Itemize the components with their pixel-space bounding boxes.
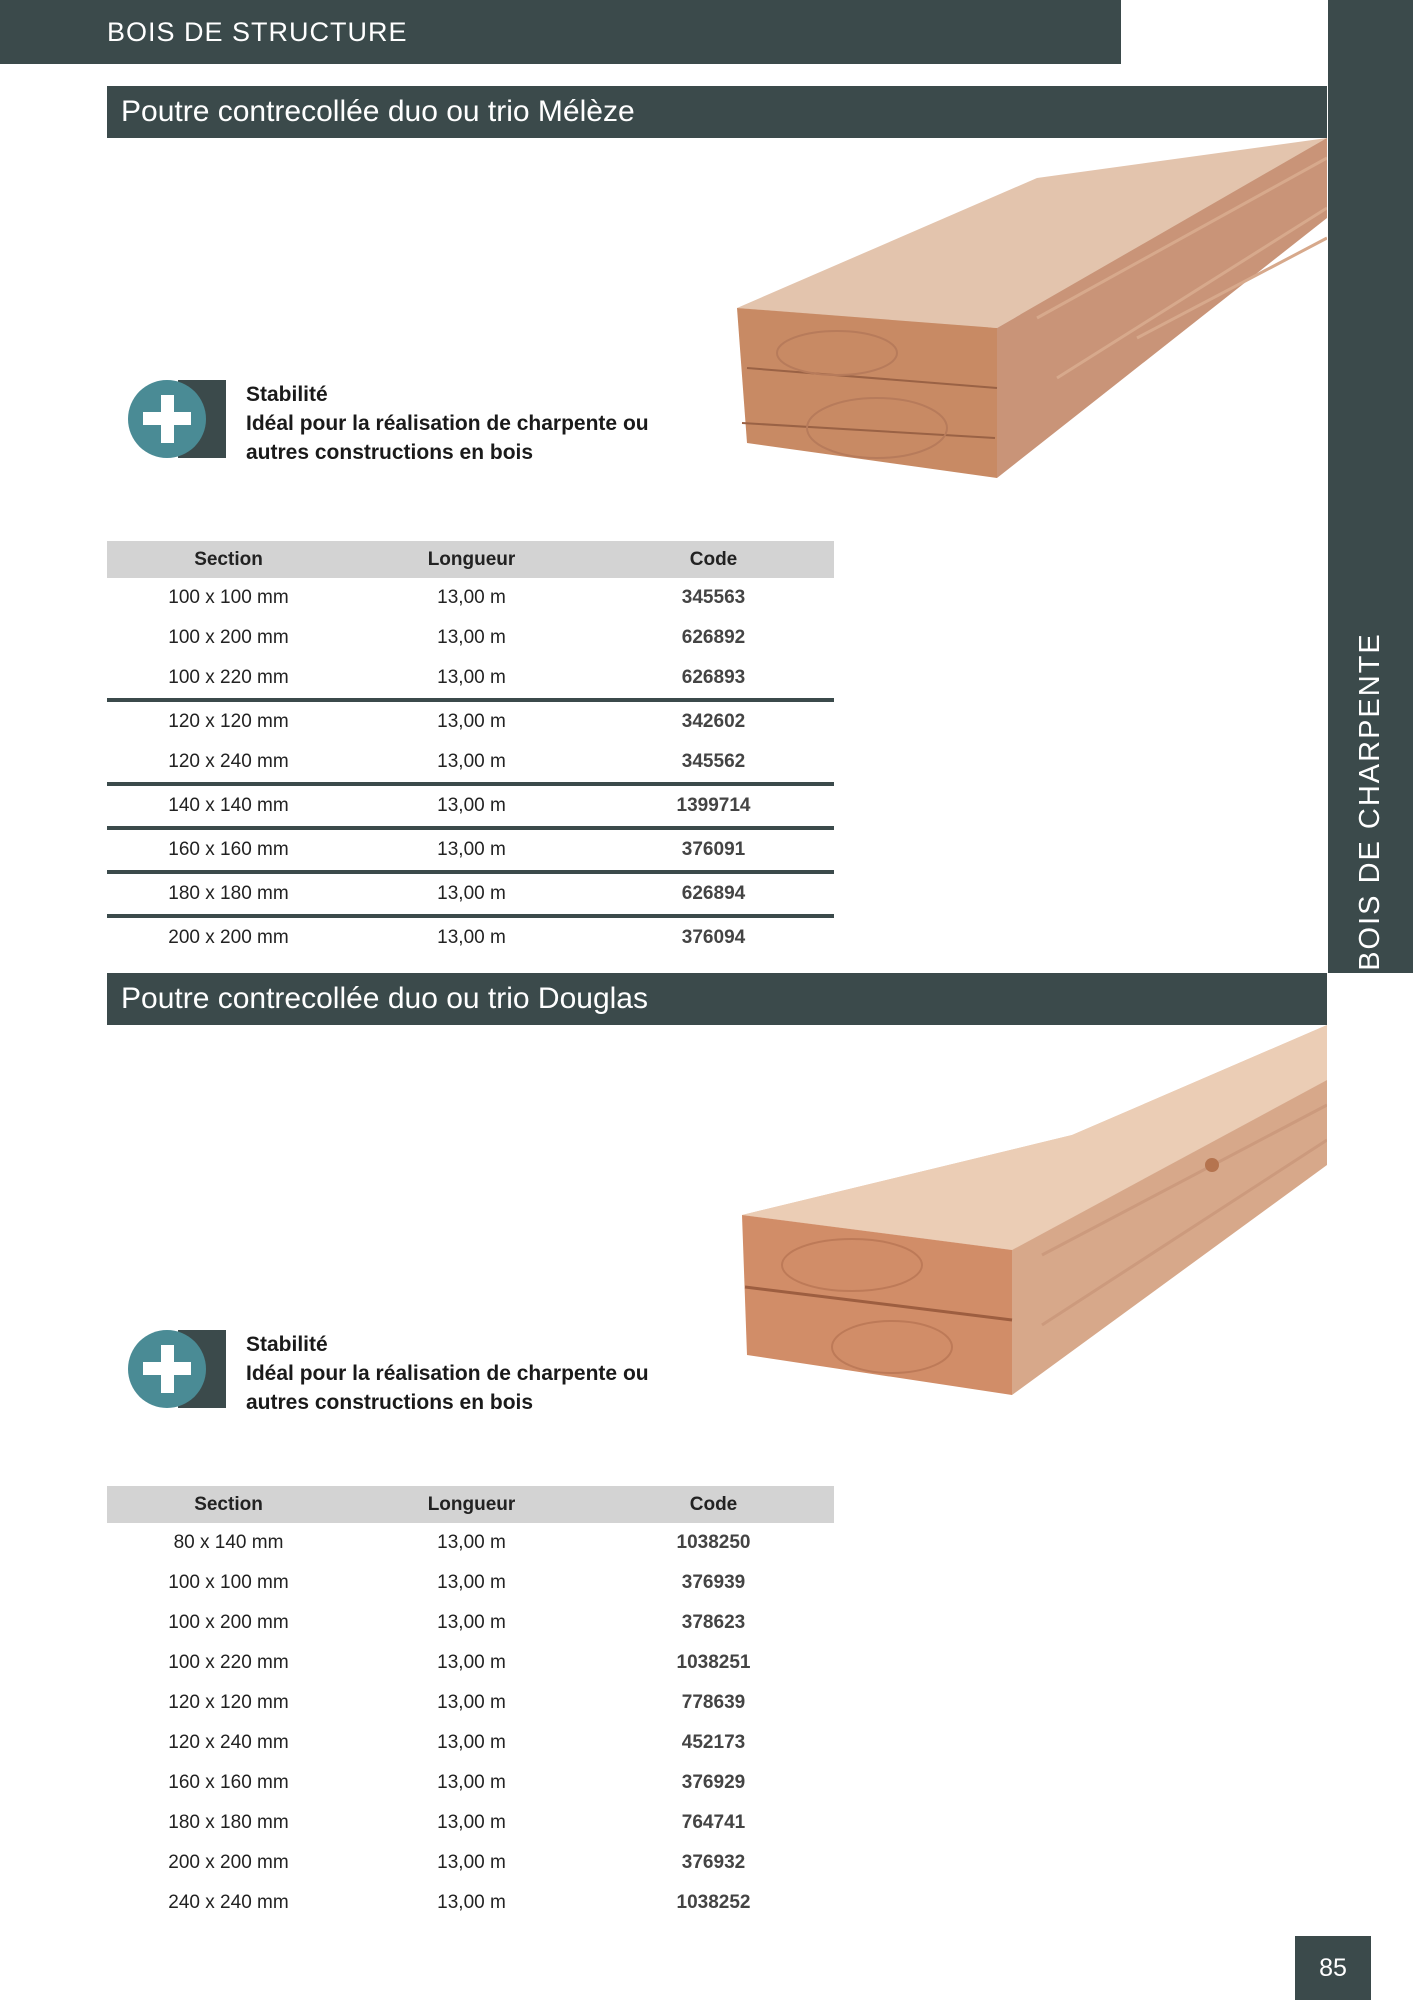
cell-longueur: 13,00 m <box>437 1732 506 1753</box>
cell-code: 376091 <box>593 828 834 872</box>
plus-icon <box>128 380 226 458</box>
cell-longueur: 13,00 m <box>437 627 506 648</box>
cell-code: 1038250 <box>676 1532 751 1553</box>
cell-longueur: 13,00 m <box>437 667 506 688</box>
cell-code: 342602 <box>593 700 834 742</box>
plus-icon <box>128 1330 226 1408</box>
table-row <box>107 828 834 872</box>
cell-section: 100 x 100 mm <box>168 587 289 608</box>
section-title-douglas <box>107 973 1327 1025</box>
table-header-row <box>107 1486 834 1523</box>
cell-section: 180 x 180 mm <box>168 1812 289 1833</box>
table-row <box>107 618 834 658</box>
cell-section: 180 x 180 mm <box>107 872 350 916</box>
feature-line-1: Idéal pour la réalisation de charpente ou <box>246 412 649 435</box>
cell-section: 120 x 240 mm <box>168 1732 289 1753</box>
cell-code: 376939 <box>681 1572 746 1593</box>
col-header-longueur: Longueur <box>350 541 593 578</box>
cell-longueur: 13,00 m <box>437 1852 506 1873</box>
table-row <box>107 1803 834 1843</box>
cell-section: 160 x 160 mm <box>107 828 350 872</box>
sidebar-label-wrap <box>1328 632 1413 971</box>
col-header-longueur: Longueur <box>350 1486 593 1523</box>
feature-block-douglas <box>128 1330 688 1420</box>
table-row <box>107 916 834 958</box>
section-title-text: Poutre contrecollée duo ou trio Mélèze <box>121 95 635 128</box>
table-row <box>107 784 834 828</box>
table-row <box>107 1603 834 1643</box>
sidebar-label: BOIS DE CHARPENTE <box>1354 632 1386 971</box>
cell-section: 120 x 120 mm <box>168 1692 289 1713</box>
beam-image-douglas <box>742 1025 1327 1400</box>
cell-section: 240 x 240 mm <box>168 1892 289 1913</box>
cell-longueur: 13,00 m <box>350 700 593 742</box>
cell-code: 376929 <box>681 1772 746 1793</box>
cell-section: 100 x 200 mm <box>168 1612 289 1633</box>
cell-code: 626894 <box>593 872 834 916</box>
cell-section: 100 x 200 mm <box>168 627 289 648</box>
col-header-code: Code <box>593 541 834 578</box>
cell-longueur: 13,00 m <box>437 1772 506 1793</box>
cell-section: 140 x 140 mm <box>107 784 350 828</box>
cell-section: 200 x 200 mm <box>107 916 350 958</box>
cell-code: 376094 <box>593 916 834 958</box>
cell-longueur: 13,00 m <box>437 1892 506 1913</box>
cell-longueur: 13,00 m <box>437 1572 506 1593</box>
cell-code: 452173 <box>681 1732 746 1753</box>
cell-section: 120 x 120 mm <box>107 700 350 742</box>
cell-section: 100 x 220 mm <box>168 667 289 688</box>
header-title: BOIS DE STRUCTURE <box>107 16 408 47</box>
cell-code: 626893 <box>681 667 746 688</box>
feature-heading: Stabilité <box>246 383 328 406</box>
cell-section: 80 x 140 mm <box>173 1532 284 1553</box>
table-row <box>107 658 834 700</box>
cell-longueur: 13,00 m <box>437 587 506 608</box>
cell-longueur: 13,00 m <box>350 872 593 916</box>
cell-code: 778639 <box>681 1692 746 1713</box>
cell-longueur: 13,00 m <box>350 784 593 828</box>
table-row <box>107 1883 834 1923</box>
cell-code: 345562 <box>681 751 746 772</box>
cell-longueur: 13,00 m <box>437 1612 506 1633</box>
col-header-section: Section <box>107 541 350 578</box>
cell-longueur: 13,00 m <box>437 1532 506 1553</box>
cell-section: 100 x 100 mm <box>168 1572 289 1593</box>
cell-code: 1038251 <box>676 1652 751 1673</box>
beam-image-meleze <box>737 138 1327 483</box>
spec-table-douglas <box>107 1486 834 1923</box>
table-row <box>107 578 834 618</box>
page-number-text: 85 <box>1319 1953 1347 1982</box>
cell-longueur: 13,00 m <box>437 1692 506 1713</box>
cell-code: 764741 <box>681 1812 746 1833</box>
cell-code: 1038252 <box>676 1892 751 1913</box>
cell-code: 345563 <box>681 587 746 608</box>
feature-block-meleze <box>128 380 688 470</box>
section-title-text: Poutre contrecollée duo ou trio Douglas <box>121 982 648 1015</box>
feature-line-2: autres constructions en bois <box>246 441 534 464</box>
cell-section: 100 x 220 mm <box>168 1652 289 1673</box>
table-row <box>107 1523 834 1563</box>
section-title-meleze <box>107 86 1327 138</box>
table-row <box>107 1643 834 1683</box>
cell-code: 378623 <box>681 1612 746 1633</box>
cell-section: 200 x 200 mm <box>168 1852 289 1873</box>
cell-longueur: 13,00 m <box>350 828 593 872</box>
cell-longueur: 13,00 m <box>350 916 593 958</box>
table-row <box>107 1843 834 1883</box>
table-row <box>107 1683 834 1723</box>
table-row <box>107 1723 834 1763</box>
table-header-row <box>107 541 834 578</box>
feature-line-1: Idéal pour la réalisation de charpente ou <box>246 1362 649 1385</box>
cell-section: 160 x 160 mm <box>168 1772 289 1793</box>
table-row <box>107 1763 834 1803</box>
spec-table-meleze <box>107 541 834 958</box>
page-number <box>1295 1936 1371 2000</box>
cell-longueur: 13,00 m <box>437 1652 506 1673</box>
col-header-section: Section <box>107 1486 350 1523</box>
cell-code: 376932 <box>681 1852 746 1873</box>
table-row <box>107 700 834 742</box>
table-row <box>107 742 834 784</box>
cell-section: 120 x 240 mm <box>168 751 289 772</box>
feature-line-2: autres constructions en bois <box>246 1391 534 1414</box>
cell-code: 626892 <box>681 627 746 648</box>
cell-longueur: 13,00 m <box>437 751 506 772</box>
header-bar <box>0 0 1121 64</box>
feature-heading: Stabilité <box>246 1333 328 1356</box>
table-row <box>107 1563 834 1603</box>
cell-longueur: 13,00 m <box>437 1812 506 1833</box>
cell-code: 1399714 <box>593 784 834 828</box>
table-row <box>107 872 834 916</box>
col-header-code: Code <box>593 1486 834 1523</box>
